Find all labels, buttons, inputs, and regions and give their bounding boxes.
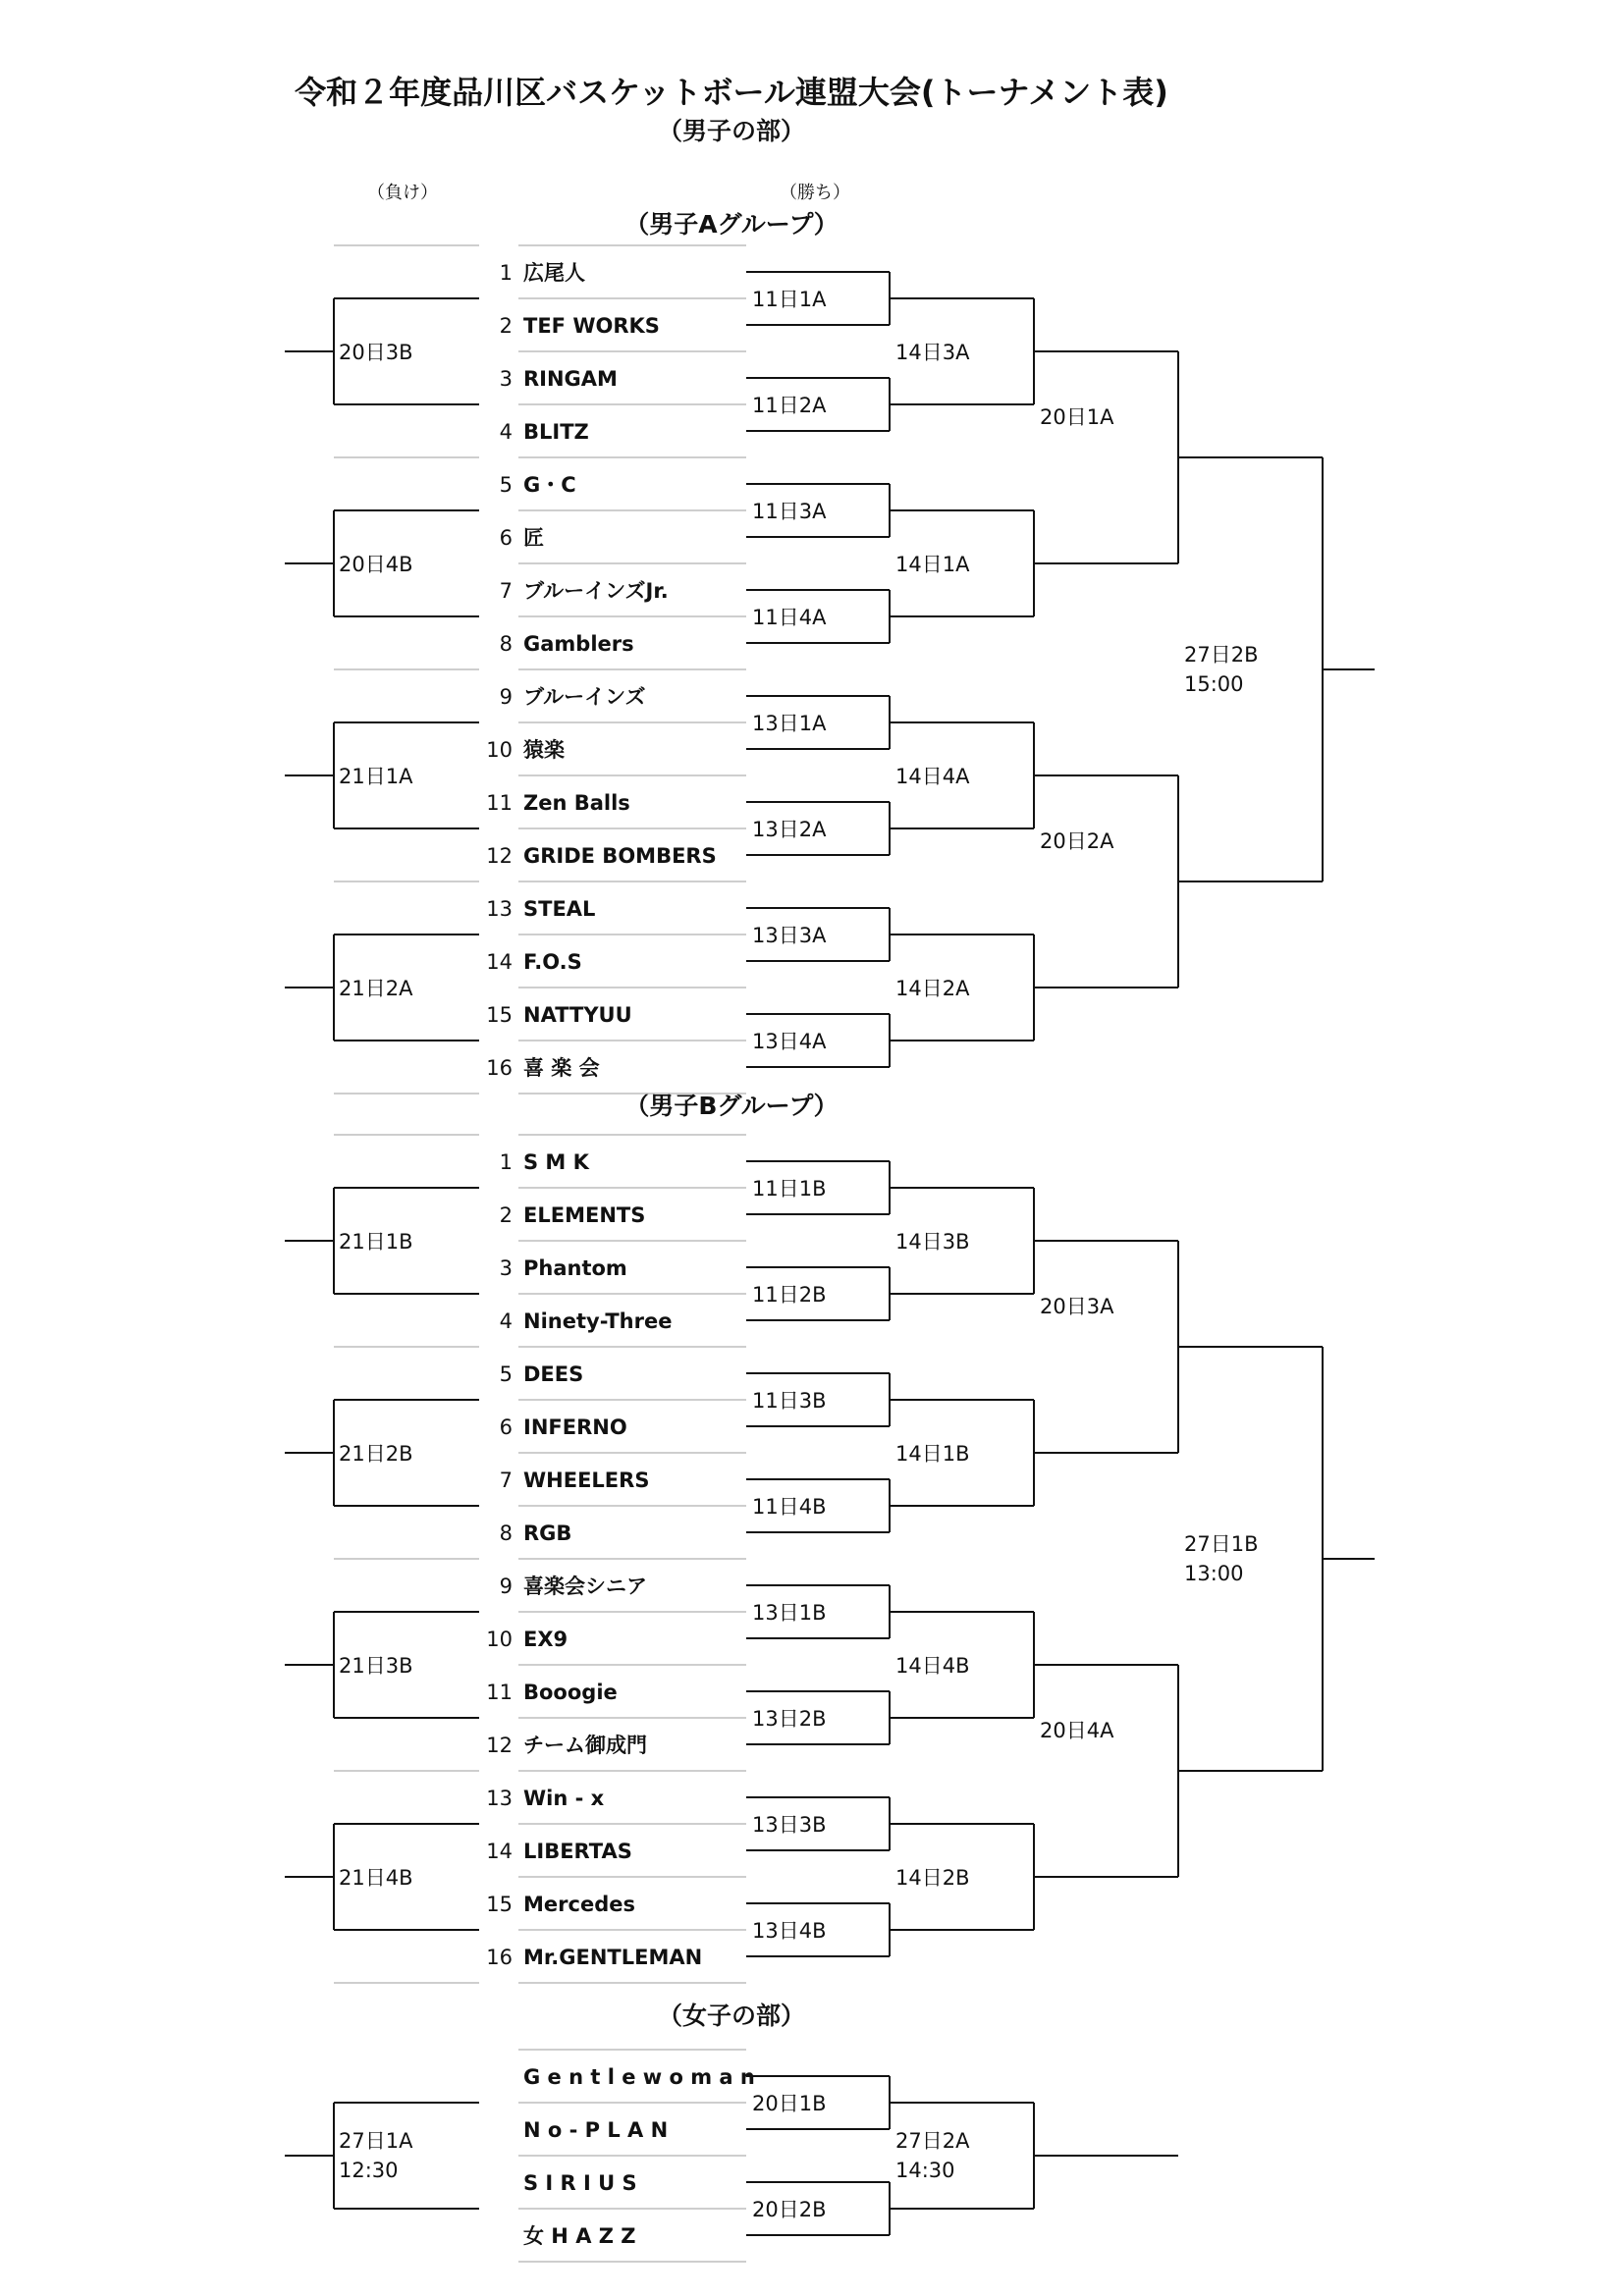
group-b-team-name-6: INFERNO bbox=[523, 1415, 627, 1439]
group-b-team-name-9: 喜楽会シニア bbox=[523, 1575, 647, 1598]
group-a-loser-label-2: 20日4B bbox=[339, 553, 413, 576]
group-b-round1-label-4: 11日4B bbox=[752, 1495, 827, 1519]
group-b-team-number-11: 11 bbox=[486, 1681, 513, 1704]
group-b-round1-label-3: 11日3B bbox=[752, 1389, 827, 1413]
group-a-team-name-7: ブルーインズJr. bbox=[523, 579, 669, 603]
group-a-team-name-2: TEF WORKS bbox=[523, 314, 660, 338]
group-a-loser-label-4: 21日2A bbox=[339, 977, 413, 1000]
group-b-team-name-7: WHEELERS bbox=[523, 1468, 650, 1492]
group-a-round3-label-2: 20日2A bbox=[1040, 829, 1114, 853]
group-b-team-name-8: RGB bbox=[523, 1522, 572, 1545]
group-a-round2-label-1: 14日3A bbox=[895, 341, 970, 364]
group-b-round3-label-2: 20日4A bbox=[1040, 1719, 1114, 1742]
group-b-team-name-1: S M K bbox=[523, 1150, 589, 1174]
group-a-team-number-6: 6 bbox=[499, 526, 513, 550]
group-b-title: （男子Bグループ） bbox=[624, 1092, 839, 1120]
group-b-round1-label-5: 13日1B bbox=[752, 1601, 827, 1625]
group-a-bracket bbox=[285, 245, 1375, 1094]
group-b-team-number-2: 2 bbox=[499, 1203, 513, 1227]
group-a-team-number-15: 15 bbox=[486, 1003, 513, 1027]
group-b-round1-label-6: 13日2B bbox=[752, 1707, 827, 1731]
group-b-loser-label-2: 21日2B bbox=[339, 1442, 413, 1466]
group-a-round1-label-3: 11日3A bbox=[752, 500, 827, 523]
group-a-team-name-13: STEAL bbox=[523, 897, 596, 921]
group-b-team-number-14: 14 bbox=[486, 1840, 513, 1863]
group-a-team-name-14: F.O.S bbox=[523, 950, 582, 974]
group-b-team-name-4: Ninety-Three bbox=[523, 1309, 673, 1333]
group-a-round1-label-7: 13日3A bbox=[752, 924, 827, 947]
group-a-team-name-16: 喜 楽 会 bbox=[523, 1056, 600, 1080]
group-b-round2-label-1: 14日3B bbox=[895, 1230, 970, 1254]
group-a-team-name-3: RINGAM bbox=[523, 367, 618, 391]
group-a-round2-label-4: 14日2A bbox=[895, 977, 970, 1000]
group-b-team-name-11: Booogie bbox=[523, 1681, 618, 1704]
group-a-team-number-7: 7 bbox=[499, 579, 513, 603]
group-b-round1-label-2: 11日2B bbox=[752, 1283, 827, 1307]
group-a-team-name-4: BLITZ bbox=[523, 420, 589, 444]
group-b-team-name-3: Phantom bbox=[523, 1256, 627, 1280]
group-a-round1-label-8: 13日4A bbox=[752, 1030, 827, 1053]
group-b-team-number-6: 6 bbox=[499, 1415, 513, 1439]
group-b-team-number-5: 5 bbox=[499, 1362, 513, 1386]
group-a-loser-label-3: 21日1A bbox=[339, 765, 413, 788]
group-a-loser-label-1: 20日3B bbox=[339, 341, 413, 364]
group-b-team-number-3: 3 bbox=[499, 1256, 513, 1280]
group-b-team-number-9: 9 bbox=[499, 1575, 513, 1598]
group-a-team-name-12: GRIDE BOMBERS bbox=[523, 844, 717, 868]
women-bracket bbox=[285, 2050, 1178, 2262]
women-team-name-2: N o - P L A N bbox=[523, 2118, 669, 2142]
group-a-team-number-5: 5 bbox=[499, 473, 513, 497]
document-title: 令和２年度品川区バスケットボール連盟大会(トーナメント表) bbox=[295, 74, 1168, 111]
group-a-team-name-10: 猿楽 bbox=[523, 738, 565, 762]
group-b-round1-label-8: 13日4B bbox=[752, 1919, 827, 1943]
women-round1-label-2: 20日2B bbox=[752, 2198, 827, 2221]
group-b-team-number-13: 13 bbox=[486, 1787, 513, 1810]
group-a-team-name-6: 匠 bbox=[523, 526, 544, 550]
group-b-team-name-5: DEES bbox=[523, 1362, 584, 1386]
group-a-round3-label-1: 20日1A bbox=[1040, 405, 1114, 429]
group-b-team-number-10: 10 bbox=[486, 1628, 513, 1651]
group-b-team-number-16: 16 bbox=[486, 1946, 513, 1969]
group-b-team-number-12: 12 bbox=[486, 1734, 513, 1757]
group-a-team-number-16: 16 bbox=[486, 1056, 513, 1080]
group-b-team-number-15: 15 bbox=[486, 1893, 513, 1916]
group-b-team-number-7: 7 bbox=[499, 1468, 513, 1492]
group-a-team-name-5: G・C bbox=[523, 473, 576, 497]
group-a-round1-label-1: 11日1A bbox=[752, 288, 827, 311]
document-subtitle: （男子の部） bbox=[657, 117, 806, 145]
group-b-loser-label-1: 21日1B bbox=[339, 1230, 413, 1254]
loser-header: （負け） bbox=[367, 183, 438, 203]
group-a-team-name-11: Zen Balls bbox=[523, 791, 630, 815]
group-b-round3-label-1: 20日3A bbox=[1040, 1295, 1114, 1318]
group-b-team-number-1: 1 bbox=[499, 1150, 513, 1174]
group-b-bracket bbox=[285, 1135, 1375, 1983]
women-title: （女子の部） bbox=[657, 2002, 806, 2030]
women-team-name-1: G e n t l e w o m a n bbox=[523, 2065, 755, 2089]
group-b-loser-label-3: 21日3B bbox=[339, 1654, 413, 1678]
group-b-final-label-time: 13:00 bbox=[1184, 1562, 1244, 1585]
group-b-team-number-4: 4 bbox=[499, 1309, 513, 1333]
group-a-title: （男子Aグループ） bbox=[624, 210, 839, 239]
women-round1-label-1: 20日1B bbox=[752, 2092, 827, 2115]
women-loser-label-date: 27日1A bbox=[339, 2129, 413, 2153]
group-b-team-name-2: ELEMENTS bbox=[523, 1203, 646, 1227]
group-a-team-number-8: 8 bbox=[499, 632, 513, 656]
women-team-name-3: S I R I U S bbox=[523, 2171, 637, 2195]
group-a-team-name-15: NATTYUU bbox=[523, 1003, 632, 1027]
group-a-team-number-10: 10 bbox=[486, 738, 513, 762]
group-a-team-number-9: 9 bbox=[499, 685, 513, 709]
group-a-team-number-14: 14 bbox=[486, 950, 513, 974]
group-b-team-name-12: チーム御成門 bbox=[523, 1734, 647, 1757]
group-a-team-number-13: 13 bbox=[486, 897, 513, 921]
group-b-team-number-8: 8 bbox=[499, 1522, 513, 1545]
group-b-team-name-10: EX9 bbox=[523, 1628, 568, 1651]
group-a-final-label-date: 27日2B bbox=[1184, 643, 1259, 667]
winner-header: （勝ち） bbox=[780, 183, 850, 203]
women-team-name-4: 女 H A Z Z bbox=[523, 2224, 636, 2248]
group-a-team-number-12: 12 bbox=[486, 844, 513, 868]
group-b-round1-label-1: 11日1B bbox=[752, 1177, 827, 1201]
women-final-label-time: 14:30 bbox=[895, 2159, 955, 2182]
group-a-final-label-time: 15:00 bbox=[1184, 672, 1244, 696]
group-b-team-name-14: LIBERTAS bbox=[523, 1840, 632, 1863]
group-b-team-name-15: Mercedes bbox=[523, 1893, 635, 1916]
group-a-team-name-9: ブルーインズ bbox=[523, 685, 646, 709]
group-a-round2-label-3: 14日4A bbox=[895, 765, 970, 788]
group-a-team-number-3: 3 bbox=[499, 367, 513, 391]
group-b-team-name-13: Win - x bbox=[523, 1787, 605, 1810]
group-a-round1-label-4: 11日4A bbox=[752, 606, 827, 629]
group-b-round1-label-7: 13日3B bbox=[752, 1813, 827, 1837]
women-loser-label-time: 12:30 bbox=[339, 2159, 399, 2182]
group-a-round1-label-2: 11日2A bbox=[752, 394, 827, 417]
group-a-team-name-8: Gamblers bbox=[523, 632, 634, 656]
group-a-team-name-1: 広尾人 bbox=[523, 261, 585, 285]
women-final-label-date: 27日2A bbox=[895, 2129, 970, 2153]
group-b-loser-label-4: 21日4B bbox=[339, 1866, 413, 1890]
group-a-team-number-2: 2 bbox=[499, 314, 513, 338]
group-b-team-name-16: Mr.GENTLEMAN bbox=[523, 1946, 703, 1969]
group-a-team-number-11: 11 bbox=[486, 791, 513, 815]
group-a-team-number-1: 1 bbox=[499, 261, 513, 285]
group-a-round2-label-2: 14日1A bbox=[895, 553, 970, 576]
group-b-round2-label-2: 14日1B bbox=[895, 1442, 970, 1466]
group-b-round2-label-4: 14日2B bbox=[895, 1866, 970, 1890]
group-a-round1-label-6: 13日2A bbox=[752, 818, 827, 841]
group-b-final-label-date: 27日1B bbox=[1184, 1532, 1259, 1556]
group-b-round2-label-3: 14日4B bbox=[895, 1654, 970, 1678]
group-a-round1-label-5: 13日1A bbox=[752, 712, 827, 735]
group-a-team-number-4: 4 bbox=[499, 420, 513, 444]
